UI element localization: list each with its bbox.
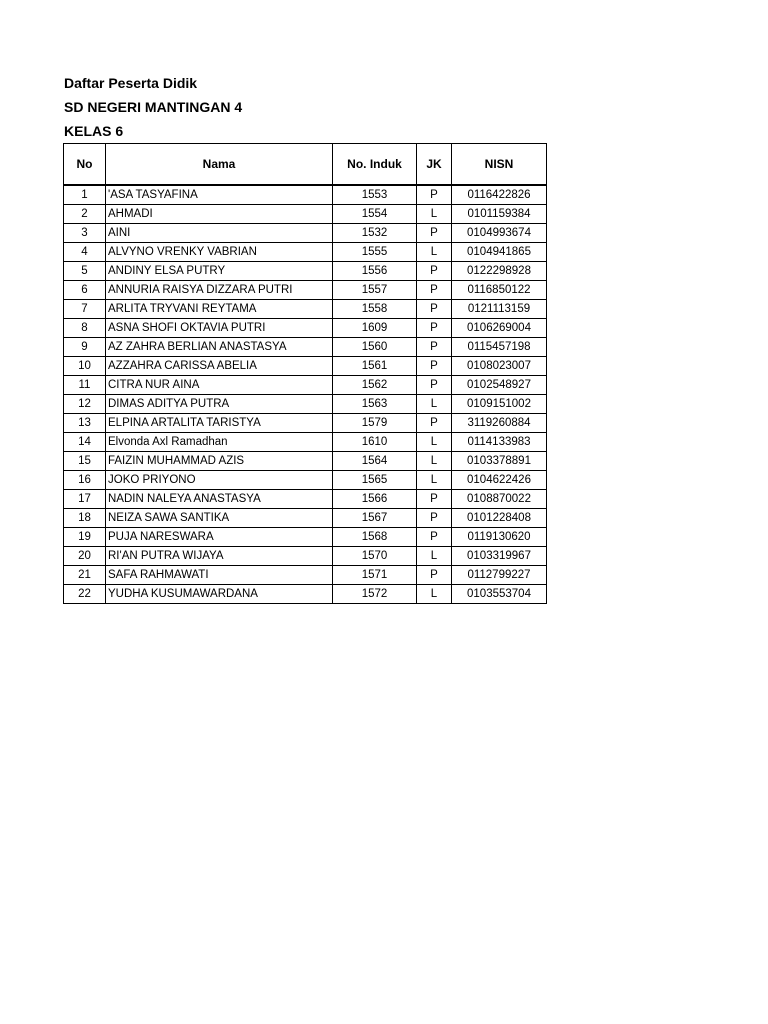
cell-nama: AHMADI (106, 205, 333, 224)
cell-nama: FAIZIN MUHAMMAD AZIS (106, 452, 333, 471)
cell-nisn: 3119260884 (452, 414, 547, 433)
cell-nama: SAFA RAHMAWATI (106, 566, 333, 585)
cell-nisn: 0114133983 (452, 433, 547, 452)
cell-nisn: 0116422826 (452, 185, 547, 205)
cell-nama: PUJA NARESWARA (106, 528, 333, 547)
cell-jk: P (417, 490, 452, 509)
cell-nisn: 0106269004 (452, 319, 547, 338)
cell-induk: 1557 (333, 281, 417, 300)
cell-induk: 1579 (333, 414, 417, 433)
cell-no: 7 (64, 300, 106, 319)
cell-jk: P (417, 319, 452, 338)
cell-jk: P (417, 300, 452, 319)
cell-jk: P (417, 281, 452, 300)
table-header-row (64, 144, 547, 186)
cell-induk: 1567 (333, 509, 417, 528)
cell-nama: AINI (106, 224, 333, 243)
cell-jk: L (417, 205, 452, 224)
cell-no: 8 (64, 319, 106, 338)
table-row (64, 262, 547, 281)
table-row (64, 300, 547, 319)
cell-jk: P (417, 566, 452, 585)
cell-jk: P (417, 224, 452, 243)
cell-jk: L (417, 585, 452, 604)
cell-nisn: 0112799227 (452, 566, 547, 585)
cell-nama: NADIN NALEYA ANASTASYA (106, 490, 333, 509)
cell-jk: P (417, 509, 452, 528)
cell-no: 5 (64, 262, 106, 281)
table-row (64, 357, 547, 376)
cell-nisn: 0121113159 (452, 300, 547, 319)
table-row (64, 414, 547, 433)
cell-induk: 1572 (333, 585, 417, 604)
cell-no: 12 (64, 395, 106, 414)
cell-nisn: 0109151002 (452, 395, 547, 414)
cell-nama: DIMAS ADITYA PUTRA (106, 395, 333, 414)
table-row (64, 243, 547, 262)
document-title: Daftar Peserta Didik (64, 75, 198, 91)
table-row (64, 338, 547, 357)
cell-no: 4 (64, 243, 106, 262)
cell-no: 18 (64, 509, 106, 528)
cell-induk: 1556 (333, 262, 417, 281)
cell-jk: P (417, 262, 452, 281)
table-row (64, 395, 547, 414)
table-row (64, 547, 547, 566)
cell-no: 19 (64, 528, 106, 547)
cell-no: 2 (64, 205, 106, 224)
cell-jk: P (417, 414, 452, 433)
column-header-no: No (64, 144, 106, 186)
cell-no: 6 (64, 281, 106, 300)
table-row (64, 471, 547, 490)
table-row (64, 452, 547, 471)
cell-nisn: 0104622426 (452, 471, 547, 490)
table-row (64, 281, 547, 300)
cell-nama: ELPINA ARTALITA TARISTYA (106, 414, 333, 433)
cell-jk: P (417, 338, 452, 357)
cell-nama: 'ASA TASYAFINA (106, 185, 333, 205)
cell-nisn: 0108870022 (452, 490, 547, 509)
table-body (64, 185, 547, 604)
cell-induk: 1532 (333, 224, 417, 243)
cell-no: 9 (64, 338, 106, 357)
cell-nisn: 0122298928 (452, 262, 547, 281)
column-header-nama: Nama (106, 144, 333, 186)
cell-nisn: 0102548927 (452, 376, 547, 395)
cell-nama: ALVYNO VRENKY VABRIAN (106, 243, 333, 262)
cell-induk: 1554 (333, 205, 417, 224)
cell-no: 1 (64, 185, 106, 205)
cell-nama: YUDHA KUSUMAWARDANA (106, 585, 333, 604)
table-row (64, 585, 547, 604)
table-row (64, 376, 547, 395)
cell-induk: 1609 (333, 319, 417, 338)
column-header-nisn: NISN (452, 144, 547, 186)
cell-no: 10 (64, 357, 106, 376)
cell-induk: 1564 (333, 452, 417, 471)
cell-no: 15 (64, 452, 106, 471)
cell-no: 22 (64, 585, 106, 604)
cell-nama: ASNA SHOFI OKTAVIA PUTRI (106, 319, 333, 338)
cell-nisn: 0116850122 (452, 281, 547, 300)
cell-nama: Elvonda Axl Ramadhan (106, 433, 333, 452)
cell-no: 20 (64, 547, 106, 566)
cell-no: 13 (64, 414, 106, 433)
cell-nama: ARLITA TRYVANI REYTAMA (106, 300, 333, 319)
cell-jk: P (417, 376, 452, 395)
cell-nisn: 0108023007 (452, 357, 547, 376)
table-row (64, 490, 547, 509)
cell-jk: L (417, 243, 452, 262)
cell-nama: JOKO PRIYONO (106, 471, 333, 490)
cell-nama: ANDINY ELSA PUTRY (106, 262, 333, 281)
cell-nisn: 0101159384 (452, 205, 547, 224)
cell-induk: 1568 (333, 528, 417, 547)
cell-nama: AZZAHRA CARISSA ABELIA (106, 357, 333, 376)
cell-jk: L (417, 452, 452, 471)
cell-induk: 1566 (333, 490, 417, 509)
table-row (64, 509, 547, 528)
cell-induk: 1558 (333, 300, 417, 319)
cell-nisn: 0103553704 (452, 585, 547, 604)
class-label: KELAS 6 (64, 123, 124, 139)
cell-nama: ANNURIA RAISYA DIZZARA PUTRI (106, 281, 333, 300)
table-row (64, 224, 547, 243)
cell-induk: 1565 (333, 471, 417, 490)
cell-induk: 1561 (333, 357, 417, 376)
table-row (64, 185, 547, 205)
school-name: SD NEGERI MANTINGAN 4 (64, 99, 243, 115)
cell-no: 11 (64, 376, 106, 395)
cell-jk: L (417, 547, 452, 566)
cell-nisn: 0104941865 (452, 243, 547, 262)
cell-jk: P (417, 185, 452, 205)
column-header-induk: No. Induk (333, 144, 417, 186)
cell-jk: L (417, 471, 452, 490)
cell-induk: 1553 (333, 185, 417, 205)
cell-induk: 1562 (333, 376, 417, 395)
cell-induk: 1570 (333, 547, 417, 566)
cell-induk: 1610 (333, 433, 417, 452)
cell-jk: L (417, 395, 452, 414)
cell-nisn: 0101228408 (452, 509, 547, 528)
cell-no: 21 (64, 566, 106, 585)
table-row (64, 433, 547, 452)
cell-induk: 1555 (333, 243, 417, 262)
cell-nama: RI'AN PUTRA WIJAYA (106, 547, 333, 566)
cell-no: 3 (64, 224, 106, 243)
cell-no: 17 (64, 490, 106, 509)
cell-induk: 1571 (333, 566, 417, 585)
cell-induk: 1563 (333, 395, 417, 414)
cell-jk: L (417, 433, 452, 452)
cell-nama: CITRA NUR AINA (106, 376, 333, 395)
cell-jk: P (417, 528, 452, 547)
table-row (64, 205, 547, 224)
cell-nisn: 0104993674 (452, 224, 547, 243)
cell-nama: NEIZA SAWA SANTIKA (106, 509, 333, 528)
cell-jk: P (417, 357, 452, 376)
cell-nisn: 0103319967 (452, 547, 547, 566)
table-row (64, 528, 547, 547)
cell-nisn: 0115457198 (452, 338, 547, 357)
cell-no: 16 (64, 471, 106, 490)
cell-no: 14 (64, 433, 106, 452)
column-header-jk: JK (417, 144, 452, 186)
cell-nama: AZ ZAHRA BERLIAN ANASTASYA (106, 338, 333, 357)
table-row (64, 319, 547, 338)
cell-induk: 1560 (333, 338, 417, 357)
table-row (64, 566, 547, 585)
student-table (63, 143, 547, 604)
cell-nisn: 0119130620 (452, 528, 547, 547)
cell-nisn: 0103378891 (452, 452, 547, 471)
